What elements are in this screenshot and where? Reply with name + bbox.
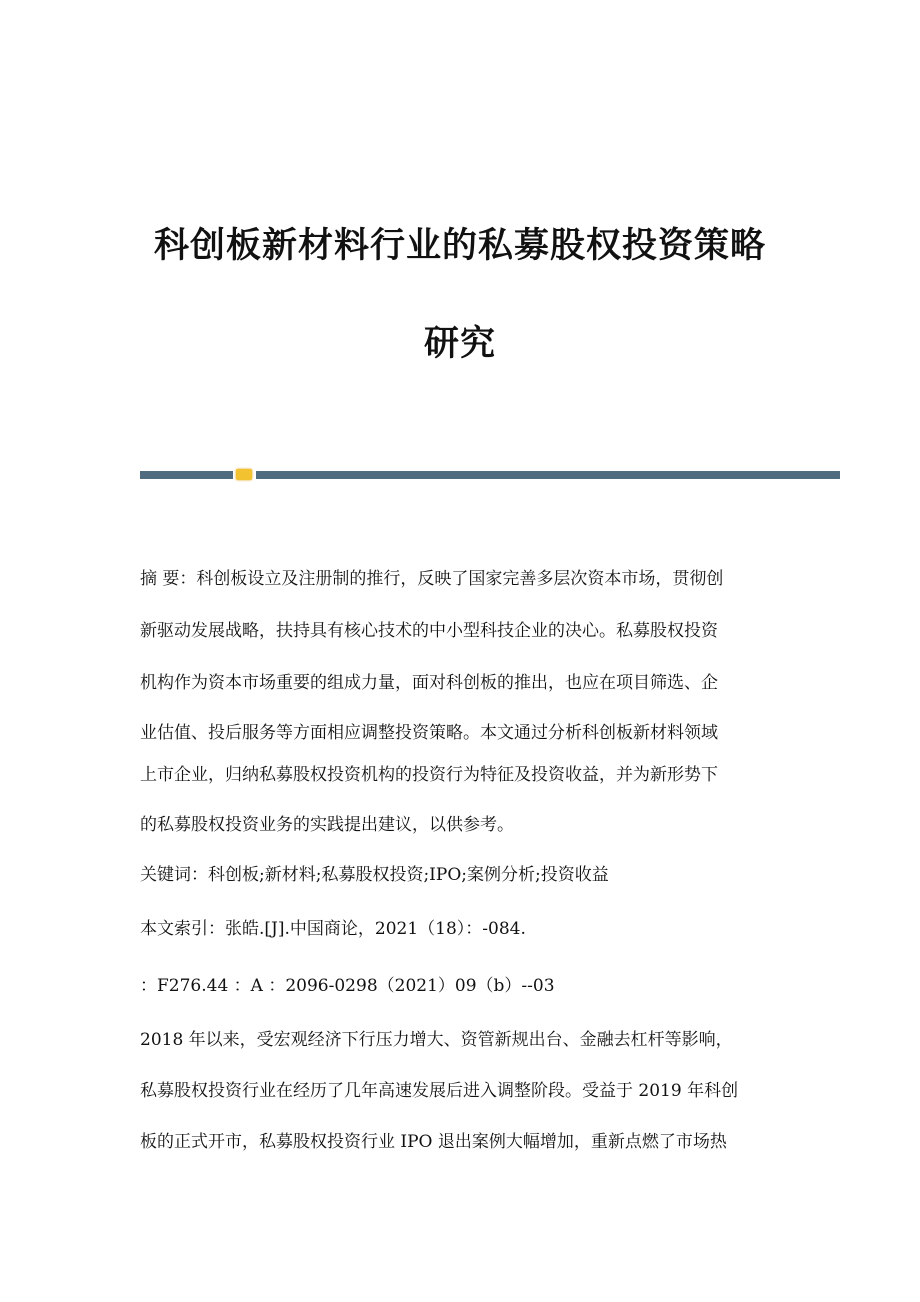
keywords: 关键词：科创板;新材料;私募股权投资;IPO;案例分析;投资收益 [140, 865, 609, 885]
abstract-line: 机构作为资本市场重要的组成力量，面对科创板的推出，也应在项目筛选、企 [140, 673, 718, 693]
divider-ornament-icon [236, 469, 252, 480]
divider-right [256, 471, 840, 479]
title-line-2: 研究 [423, 324, 496, 364]
abstract-line: 摘 要：科创板设立及注册制的推行，反映了国家完善多层次资本市场，贯彻创 [140, 569, 724, 589]
body-line: 板的正式开市，私募股权投资行业 IPO 退出案例大幅增加，重新点燃了市场热 [140, 1132, 727, 1152]
title-line-1: 科创板新材料行业的私募股权投资策略 [153, 226, 766, 266]
abstract-line: 上市企业，归纳私募股权投资机构的投资行为特征及投资收益，并为新形势下 [140, 765, 718, 785]
divider-left [140, 471, 233, 479]
abstract-line: 新驱动发展战略，扶持具有核心技术的中小型科技企业的决心。私募股权投资 [140, 621, 718, 641]
abstract-line: 业估值、投后服务等方面相应调整投资策略。本文通过分析科创板新材料领域 [140, 723, 718, 743]
body-line: 2018 年以来，受宏观经济下行压力增大、资管新规出台、金融去杠杆等影响， [140, 1030, 733, 1050]
citation: 本文索引：张皓.[J].中国商论，2021（18）：-084. [140, 919, 526, 939]
body-line: 私募股权投资行业在经历了几年高速发展后进入调整阶段。受益于 2019 年科创 [140, 1081, 739, 1101]
abstract-line: 的私募股权投资业务的实践提出建议，以供参考。 [140, 815, 514, 835]
classification: ：F276.44 ：A ：2096-0298（2021）09（b）--03 [140, 976, 555, 996]
